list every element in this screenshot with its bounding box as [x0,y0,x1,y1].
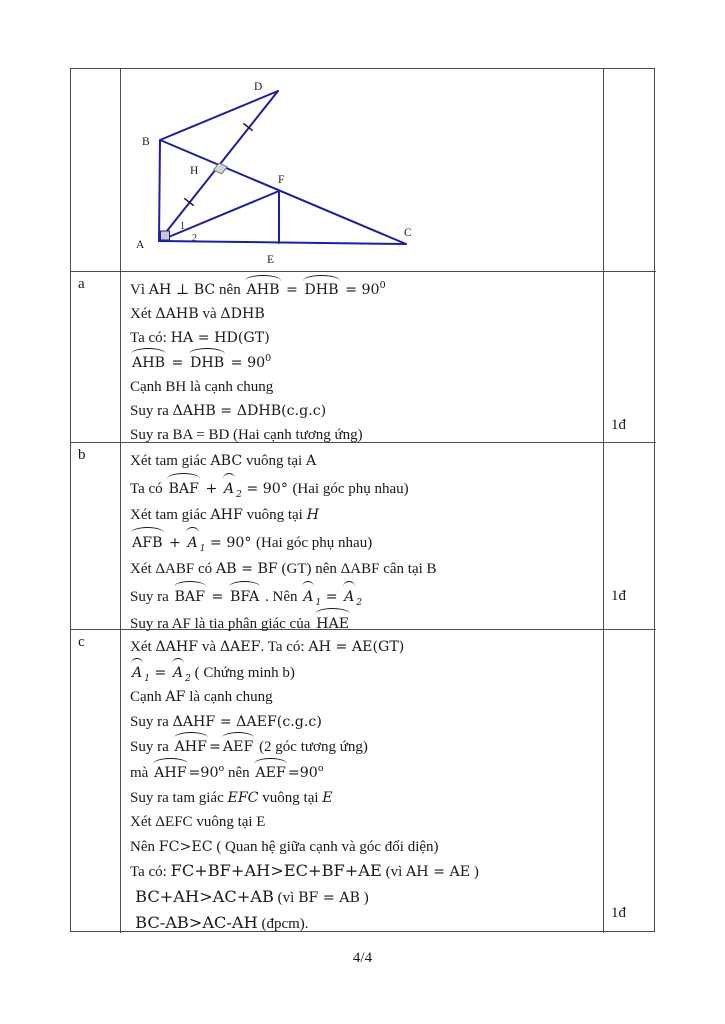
proof-segment: AH ⊥ BC [148,282,216,298]
proof-segment: = [208,739,221,756]
angle-arc: HAE [314,610,351,638]
proof-line [130,635,597,660]
proof-line [130,583,597,611]
angle-arc: DHB [302,277,340,302]
proof-segment: AH = AE(GT) [308,639,405,655]
proof-segment: (vì [273,889,299,906]
angle-arc-subscript [301,588,322,608]
points-c: 1đ [611,905,626,921]
proof-line [130,448,597,475]
proof-line [130,375,597,399]
figure-label-2: 2 [192,233,197,244]
angle-arc: A [301,583,315,611]
page-number: 4/4 [352,950,373,966]
angle-arc-subscript [171,664,191,684]
proof-segment: vuông tại [242,453,306,469]
proof-segment: (GT) nên ΔABF cân tại B [277,561,437,577]
proof-segment: vuông tại [258,789,323,806]
proof-segment: = 90 [340,282,380,298]
proof-line [130,911,597,937]
proof-segment: Vì [130,282,149,298]
proof-segment: = 90 [226,355,266,371]
angle-arc-subscript [342,588,363,608]
angle-arc: AHB [244,277,281,302]
proof-segment: Xét ΔEFC vuông tại E [130,814,266,831]
angle-arc: DHB [188,350,226,375]
proof-segment: ΔAHB = ΔDHB(c.g.c) [172,403,327,419]
angle-arc: A [342,583,356,611]
proof-segment: Xét [130,306,156,322]
angle-arc: AHB [130,350,167,375]
proof-line [130,529,597,557]
figure-label-C: C [404,227,412,239]
proof-segment: (Hai góc phụ nhau) [292,480,409,497]
proof-segment: Suy ra BA = BD (Hai cạnh tương ứng) [130,427,363,443]
proof-segment: + [164,534,186,551]
proof-line [130,502,597,529]
proof-segment: Suy ra [130,713,173,730]
proof-line [130,885,597,911]
proof-segment: Suy ra AF là tia phân giác của [130,616,315,632]
figure-label-B: B [142,136,150,148]
proof-line [130,786,597,811]
proof-segment: ΔAHB [155,306,199,322]
proof-segment: Xét [130,639,156,655]
angle-arc: AFB [130,529,165,557]
points-cell-figure [604,69,656,272]
subscript: 1 [315,597,322,608]
subscript: 2 [356,597,363,608]
figure-label-E: E [267,254,275,266]
angle-arc: BAF [173,583,208,611]
proof-line [130,859,597,885]
proof-segment: vuông tại [242,507,307,523]
points-b: 1đ [604,443,656,630]
proof-segment: (đpcm). [257,915,309,932]
proof-segment: Ta có: [130,330,171,346]
proof-segment: AH = AE [406,864,471,881]
proof-segment: = 90° [241,480,293,497]
proof-line [130,556,597,583]
angle-arc-subscript [222,480,242,500]
proof-segment: (vì [381,864,406,881]
proof-segment: và [198,306,221,322]
proof-segment: (Hai góc phụ nhau) [256,534,373,551]
proof-line [130,326,597,350]
proof-segment: ABC [210,453,243,469]
proof-segment: Ta có: [130,864,171,881]
row-label-cell-figure [71,69,121,272]
proof-segment: Xét tam giác [130,453,211,469]
proof-segment: ΔDHB [220,306,265,322]
proof-line [130,302,597,326]
row-label-c: c [71,630,121,933]
angle-arc: A [185,529,199,557]
proof-segment: ) [470,864,479,881]
figure-label-A: A [136,239,145,251]
figure-line-BD [160,91,278,140]
proof-segment: BF = AB [298,889,360,906]
proof-segment: Nên [130,838,159,855]
proof-segment: Suy ra [130,739,173,756]
superscript: o [317,762,324,774]
proof-segment: E [322,789,333,806]
proof-segment: ( Chứng minh b) [190,664,295,681]
proof-section-c [121,630,604,933]
proof-segment: = [207,588,228,605]
proof-segment: Suy ra [130,403,173,419]
proof-segment: FC+BF+AH>EC+BF+AE [170,861,382,881]
proof-segment: ΔAHF = ΔAEF(c.g.c) [172,713,322,730]
proof-segment: = [167,355,188,371]
proof-segment: BC+AH>AC+AB [130,886,274,906]
proof-segment: ( Quan hệ giữa cạnh và góc đối diện) [212,838,439,855]
angle-arc-subscript [185,534,206,554]
geometry-figure [121,69,604,271]
superscript: 0 [379,280,386,291]
proof-segment: ΔAHF [155,639,199,655]
figure-line-AB [159,140,160,241]
figure-label-1: 1 [180,221,185,232]
proof-segment: =90 [188,764,219,781]
proof-line [130,350,597,375]
angle-arc: BFA [228,583,261,611]
angle-arc: AHF [173,734,209,760]
angle-arc: A [222,475,236,503]
proof-segment: Cạnh BH là cạnh chung [130,379,274,395]
angle-arc: AEF [221,734,255,760]
proof-segment: Ta có [130,480,167,497]
right-angle-mark-H [214,163,228,174]
proof-segment: FC>EC [158,838,213,855]
proof-segment: . Ta có: [260,639,309,655]
proof-segment: Cạnh [130,689,166,706]
proof-segment: (2 góc tương ứng) [255,739,368,756]
proof-line [130,685,597,710]
proof-segment: = [281,282,303,298]
figure-cell [121,69,604,272]
angle-arc-subscript [130,664,150,684]
angle-arc: A [171,660,185,686]
angle-arc: A [130,660,144,686]
angle-arc: AHF [152,760,188,786]
proof-segment: AHF [210,507,243,523]
proof-segment: Xét ΔABF có [130,561,216,577]
proof-segment: HA = HD(GT) [170,330,270,346]
proof-line [130,760,597,786]
proof-segment: ΔAEF [219,639,261,655]
figure-label-D: D [254,81,263,93]
superscript: o [218,762,225,774]
subscript: 1 [199,543,206,554]
proof-line [130,810,597,835]
proof-segment: Suy ra [130,588,173,605]
proof-section-a [121,272,604,443]
proof-segment: Xét tam giác [130,507,211,523]
figure-line-AF [159,191,279,241]
proof-line [130,475,597,503]
right-angle-mark-A [161,231,170,240]
subscript: 1 [144,673,150,684]
proof-segment: AB = BF [215,561,278,577]
angle-arc: AEF [253,760,287,786]
angle-arc: BAF [166,475,201,503]
subscript: 2 [185,673,191,684]
proof-segment: H [306,507,319,523]
proof-segment: và [198,639,220,655]
proof-line [130,660,597,686]
proof-segment: . Nên [261,588,302,605]
proof-segment: nên [215,282,245,298]
row-label-b: b [71,443,121,630]
proof-segment: nên [224,764,254,781]
superscript: 0 [265,353,272,364]
proof-segment: mà [130,764,153,781]
proof-segment: = [321,588,343,605]
row-label-a: a [71,272,121,443]
proof-segment: Suy ra tam giác [130,789,228,806]
proof-segment: ) [359,889,369,906]
proof-line [130,835,597,860]
proof-segment: AF [165,689,186,706]
proof-segment: BC-AB>AC-AH [130,912,258,932]
proof-segment: = 90° [205,534,256,551]
proof-segment: là cạnh chung [185,689,273,706]
points-a: 1đ [604,272,656,443]
proof-line [130,399,597,423]
proof-segment: =90 [287,764,318,781]
proof-segment: = [149,664,171,681]
subscript: 2 [236,489,242,500]
proof-section-b [121,443,604,630]
proof-segment: A [305,453,317,469]
proof-line [130,277,597,302]
proof-line [130,710,597,735]
figure-label-F: F [278,174,285,186]
figure-label-H: H [190,165,199,177]
proof-segment: + [200,480,222,497]
proof-segment: EFC [227,789,259,806]
proof-line [130,734,597,760]
answer-table [70,68,655,932]
